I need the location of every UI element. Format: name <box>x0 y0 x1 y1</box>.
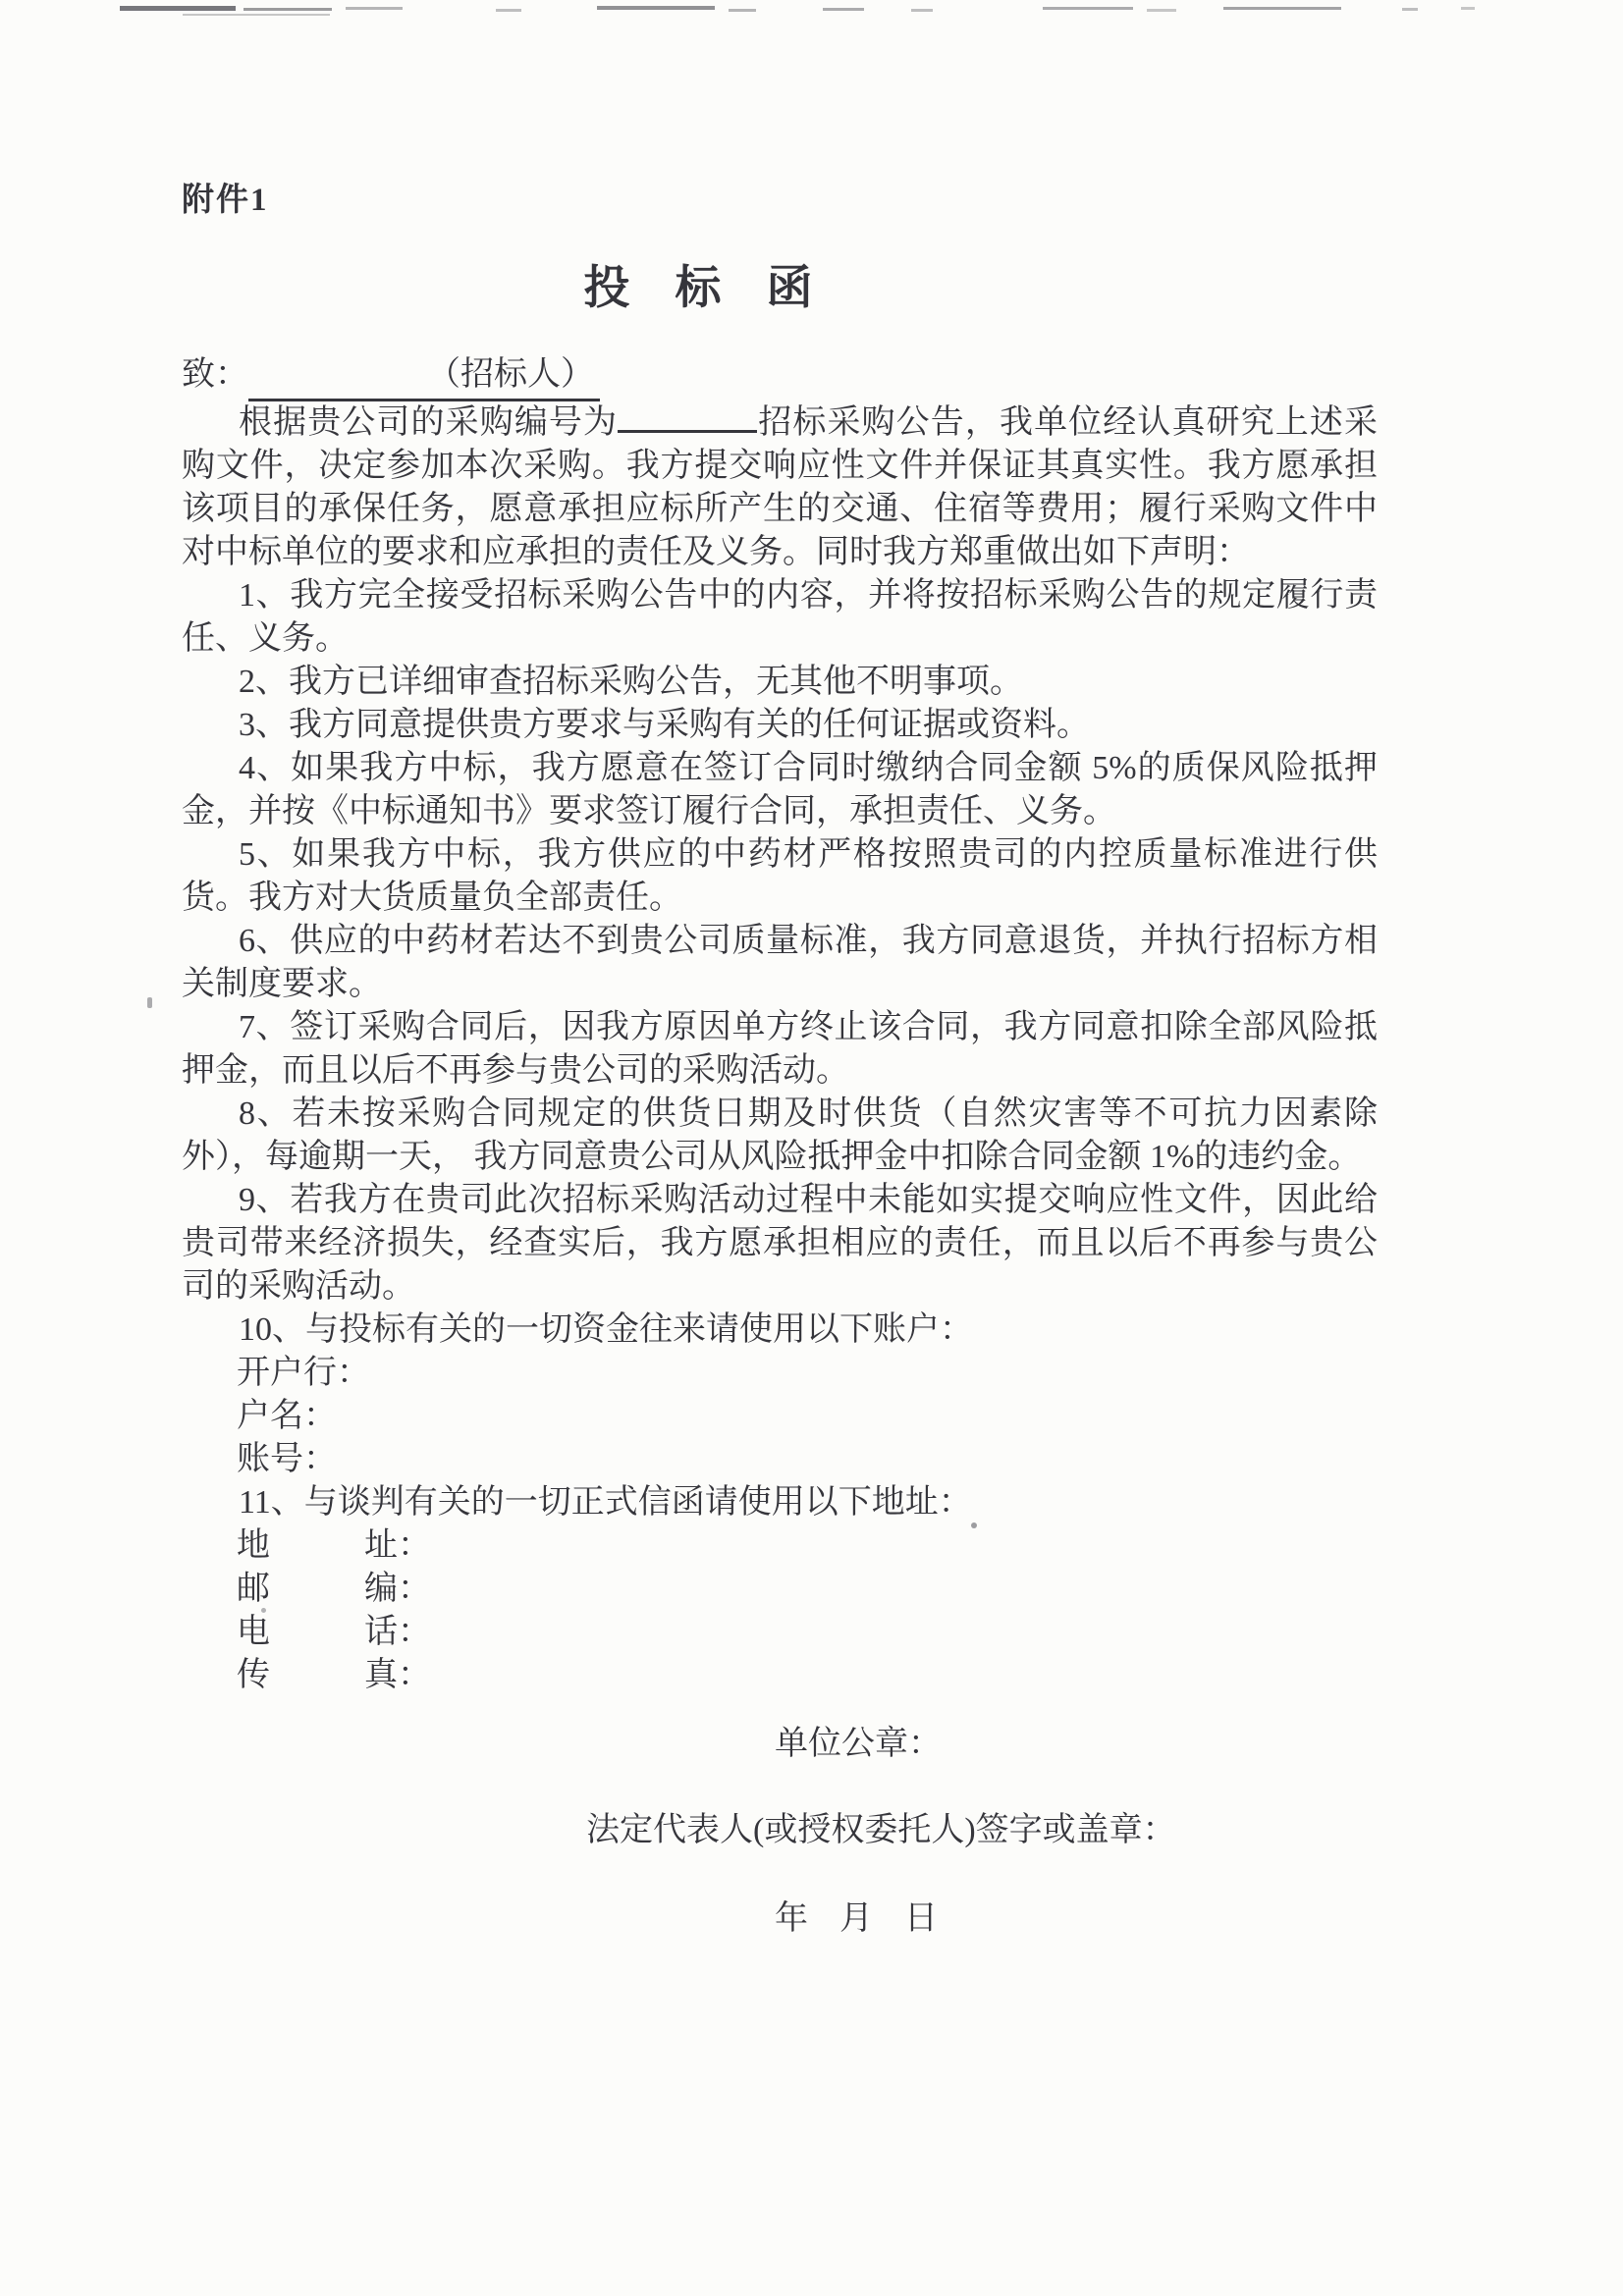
scan-artifact <box>147 997 152 1008</box>
contact-label-left: 地 <box>237 1527 270 1564</box>
clause: 6、供应的中药材若达不到贵公司质量标准，我方同意退货，并执行招标方相关制度要求。 <box>182 923 1378 1002</box>
salutation-prefix: 致： <box>182 356 248 393</box>
legal-representative-signature-label: 法定代表人(或授权委托人)签字或盖章： <box>586 1812 1176 1848</box>
contact-row-address <box>182 1524 1378 1568</box>
date-month-label: 月 <box>839 1900 873 1937</box>
clause: 8、若未按采购合同规定的供货日期及时供货（自然灾害等不可抗力因素除外），每逾期一天， 我方同意贵公司从风险抵押金中扣除合同金额 1%的违约金。 <box>182 1095 1378 1175</box>
document-body <box>182 179 1378 1941</box>
contact-label-left: 电 <box>237 1614 270 1650</box>
attachment-label: 附件1 <box>182 183 269 218</box>
contact-label-right: 编： <box>364 1571 431 1607</box>
clause: 10、与投标有关的一切资金往来请使用以下账户： <box>239 1311 973 1348</box>
contact-row-postcode <box>182 1568 1378 1611</box>
contact-label-right: 址： <box>364 1527 431 1564</box>
clause: 2、我方已详细审查招标采购公告，无其他不明事项。 <box>239 664 1023 700</box>
salutation-line <box>182 353 1378 401</box>
clause: 5、如果我方中标，我方供应的中药材严格按照贵司的内控质量标准进行供货。我方对大货质量负全部责任。 <box>182 836 1378 916</box>
bank-row-account-number: 账号： <box>237 1441 337 1477</box>
clause: 1、我方完全接受招标采购公告中的内容，并将按招标采购公告的规定履行责任、义务。 <box>182 577 1378 657</box>
blank-procurement-number <box>618 430 757 433</box>
intro-text-after: 招标采购公告，我单位经认真研究上述采购文件，决定参加本次采购。我方提交响应性文件并保证其真实性。我方愿承担该项目的承保任务，愿意承担应标所产生的交通、住宿等费用；履行采购文件中对中标单位的要求和应承担的责任及义务。同时我方郑重做出如下声明： <box>182 404 1379 570</box>
clause: 11、与谈判有关的一切正式信函请使用以下地址： <box>239 1484 972 1521</box>
contact-label-left: 邮 <box>237 1571 270 1607</box>
addressee-hint: （招标人） <box>427 356 594 393</box>
intro-paragraph <box>182 401 1378 574</box>
date-line <box>182 1897 1378 1941</box>
bank-row-account-name: 户名： <box>237 1398 337 1434</box>
scan-noise-strip <box>0 0 1623 24</box>
bank-row-opening-bank: 开户行： <box>237 1355 370 1391</box>
blank-tenderer-line <box>248 353 600 401</box>
clause: 4、如果我方中标，我方愿意在签订合同时缴纳合同金额 5%的质保风险抵押金，并按《中标通知书》要求签订履行合同，承担责任、义务。 <box>182 750 1378 829</box>
clause: 9、若我方在贵司此次招标采购活动过程中未能如实提交响应性文件，因此给贵司带来经济损失，经查实后，我方愿承担相应的责任，而且以后不再参与贵公司的采购活动。 <box>182 1182 1378 1305</box>
document-title: 投标函 <box>583 263 858 314</box>
date-year-label: 年 <box>775 1900 808 1937</box>
contact-label-left: 传 <box>237 1657 270 1693</box>
contact-label-right: 真： <box>364 1657 431 1693</box>
contact-row-fax <box>182 1654 1378 1697</box>
contact-label-right: 话： <box>364 1614 431 1650</box>
company-seal-label: 单位公章： <box>775 1726 942 1762</box>
intro-text-before: 根据贵公司的采购编号为 <box>239 404 619 441</box>
clause: 3、我方同意提供贵方要求与采购有关的任何证据或资料。 <box>239 707 1090 743</box>
date-day-label: 日 <box>904 1900 938 1937</box>
contact-row-phone <box>182 1611 1378 1654</box>
clause: 7、签订采购合同后，因我方原因单方终止该合同，我方同意扣除全部风险抵押金，而且以后不再参与贵公司的采购活动。 <box>182 1009 1378 1089</box>
